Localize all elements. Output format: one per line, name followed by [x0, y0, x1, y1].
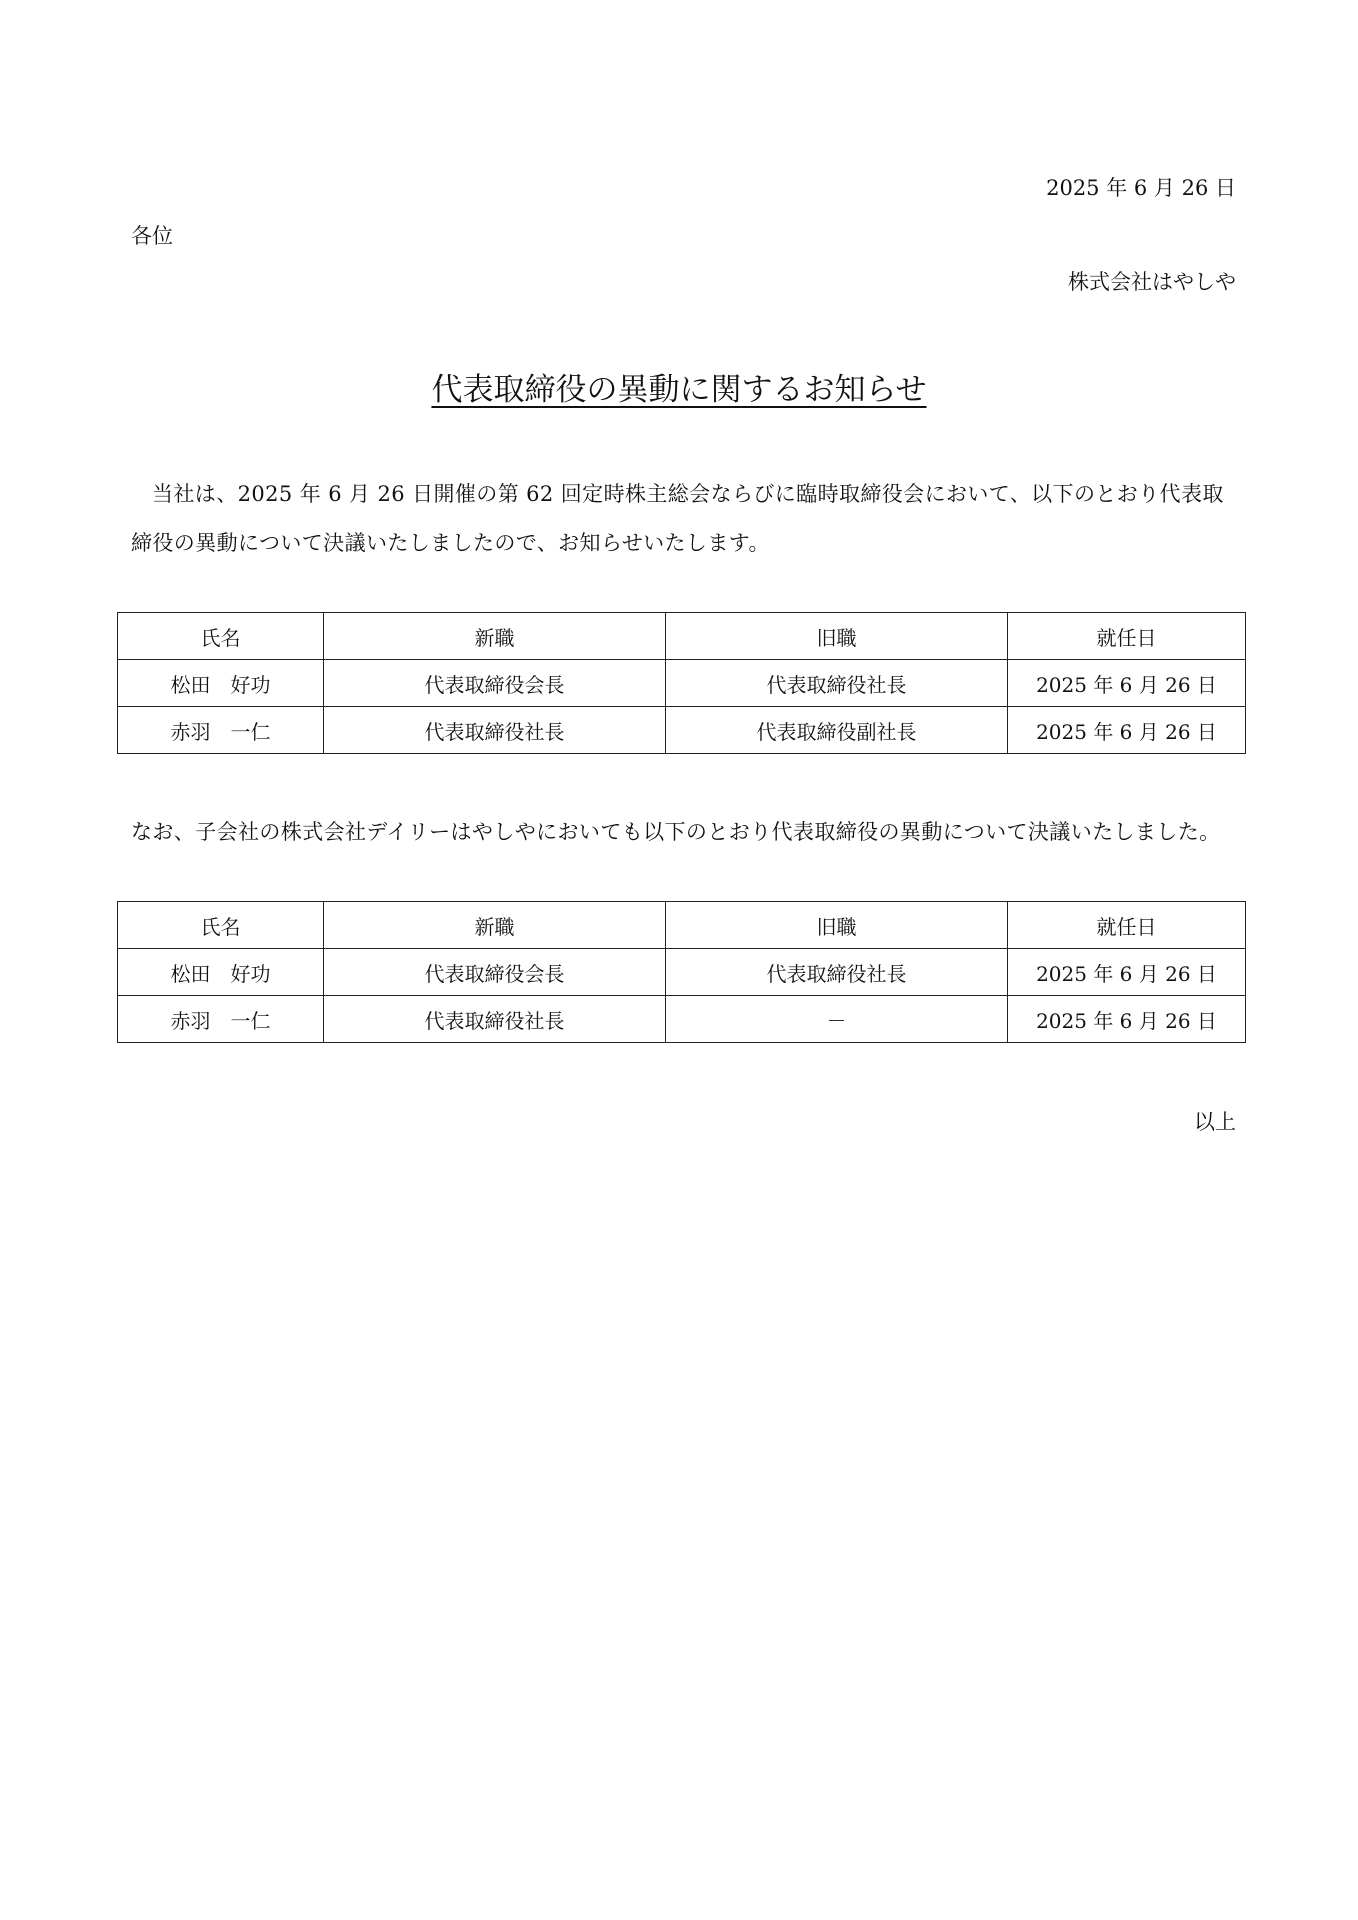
- cell-name: 松田 好功: [118, 660, 324, 707]
- cell-old-position: －: [666, 996, 1008, 1043]
- cell-old-position: 代表取締役社長: [666, 660, 1008, 707]
- document-title: [0, 364, 1358, 409]
- cell-name: 松田 好功: [118, 949, 324, 996]
- document-title-text: 代表取締役の異動に関するお知らせ: [431, 372, 927, 408]
- table-row: [118, 660, 1246, 707]
- header-name: 氏名: [118, 902, 324, 949]
- officer-change-table-parent: [117, 612, 1246, 754]
- officer-change-table-subsidiary: [117, 901, 1246, 1043]
- header-appointment-date: 就任日: [1008, 902, 1246, 949]
- cell-new-position: 代表取締役社長: [324, 707, 666, 754]
- document-date: 2025 年 6 月 26 日: [1046, 176, 1236, 200]
- cell-appointment-date: 2025 年 6 月 26 日: [1008, 996, 1246, 1043]
- intro-paragraph: 当社は、2025 年 6 月 26 日開催の第 62 回定時株主総会ならびに臨時取締役会において、以下のとおり代表取締役の異動について決議いたしましたので、お知らせいたします。: [131, 482, 1224, 555]
- cell-name: 赤羽 一仁: [118, 707, 324, 754]
- cell-new-position: 代表取締役会長: [324, 949, 666, 996]
- addressee: 各位: [131, 224, 173, 248]
- closing-mark: 以上: [1194, 1110, 1236, 1134]
- subsidiary-note-paragraph: なお、子会社の株式会社デイリーはやしやにおいても以下のとおり代表取締役の異動について決議いたしました。: [131, 820, 1221, 844]
- header-new-position: 新職: [324, 613, 666, 660]
- header-name: 氏名: [118, 613, 324, 660]
- cell-appointment-date: 2025 年 6 月 26 日: [1008, 660, 1246, 707]
- cell-appointment-date: 2025 年 6 月 26 日: [1008, 949, 1246, 996]
- header-appointment-date: 就任日: [1008, 613, 1246, 660]
- table-header-row: [118, 613, 1246, 660]
- cell-old-position: 代表取締役副社長: [666, 707, 1008, 754]
- table-header-row: [118, 902, 1246, 949]
- cell-old-position: 代表取締役社長: [666, 949, 1008, 996]
- cell-new-position: 代表取締役会長: [324, 660, 666, 707]
- cell-new-position: 代表取締役社長: [324, 996, 666, 1043]
- header-old-position: 旧職: [666, 613, 1008, 660]
- header-new-position: 新職: [324, 902, 666, 949]
- table-row: [118, 707, 1246, 754]
- cell-name: 赤羽 一仁: [118, 996, 324, 1043]
- table-row: [118, 996, 1246, 1043]
- table-row: [118, 949, 1246, 996]
- header-old-position: 旧職: [666, 902, 1008, 949]
- cell-appointment-date: 2025 年 6 月 26 日: [1008, 707, 1246, 754]
- company-name: 株式会社はやしや: [1068, 270, 1236, 294]
